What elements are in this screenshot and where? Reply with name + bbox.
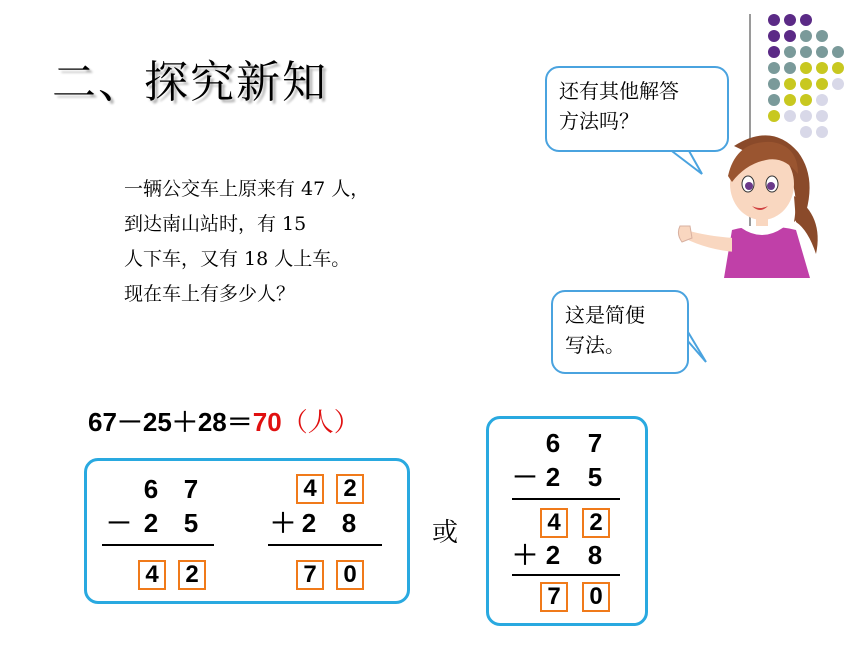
calc-digit: 8	[341, 508, 357, 538]
page-title: 二、探究新知	[52, 57, 328, 108]
calc-digit: 5	[587, 462, 603, 492]
problem-line: 现在车上有多少人？	[124, 283, 296, 305]
teacher-girl-illustration	[676, 126, 826, 278]
calc-digit: 2	[545, 540, 561, 570]
calc-rule	[512, 574, 620, 576]
calc-digit: 7	[587, 428, 603, 458]
calc-result-box: 7	[296, 560, 324, 590]
calc-rule	[102, 544, 214, 546]
calc-operator: －	[106, 508, 133, 538]
calc-rule	[512, 498, 620, 500]
equation-unit: （人）	[281, 407, 360, 437]
bubble-bottom-line: 这是简便	[565, 303, 645, 327]
equation	[88, 402, 360, 439]
calc-carry-box: 2	[336, 474, 364, 504]
calc-result-box: 0	[336, 560, 364, 590]
bubble-bottom-line: 写法。	[565, 333, 625, 357]
problem-text	[124, 172, 444, 312]
calc-result-box: 2	[582, 508, 610, 538]
calc-operator: ＋	[512, 540, 539, 570]
calc-operator: －	[512, 462, 539, 492]
calc-digit: 5	[183, 508, 199, 538]
calc-result-box: 4	[138, 560, 166, 590]
calc-digit: 2	[545, 462, 561, 492]
problem-line: 到达南山站时，有 15	[124, 213, 307, 235]
problem-line: 一辆公交车上原来有 47 人，	[124, 178, 370, 200]
calc-result-box: 4	[540, 508, 568, 538]
problem-line: 人下车，又有 18 人上车。	[124, 248, 351, 270]
calc-digit: 8	[587, 540, 603, 570]
calc-digit: 7	[183, 474, 199, 504]
equation-answer: 70	[252, 407, 282, 437]
or-label: 或	[432, 518, 459, 548]
calc-operator: ＋	[270, 508, 297, 538]
calc-result-box: 7	[540, 582, 568, 612]
calc-rule	[268, 544, 382, 546]
equation-expression: 67－25＋28＝	[88, 407, 253, 437]
bubble-top-line: 还有其他解答	[559, 79, 679, 103]
calc-digit: 6	[143, 474, 159, 504]
calc-digit: 2	[143, 508, 159, 538]
calc-digit: 2	[301, 508, 317, 538]
speech-bubble-bottom	[551, 290, 689, 374]
calc-result-box: 2	[178, 560, 206, 590]
calc-result-box: 0	[582, 582, 610, 612]
bubble-top-line: 方法吗？	[559, 109, 639, 133]
calc-carry-box: 4	[296, 474, 324, 504]
calc-digit: 6	[545, 428, 561, 458]
